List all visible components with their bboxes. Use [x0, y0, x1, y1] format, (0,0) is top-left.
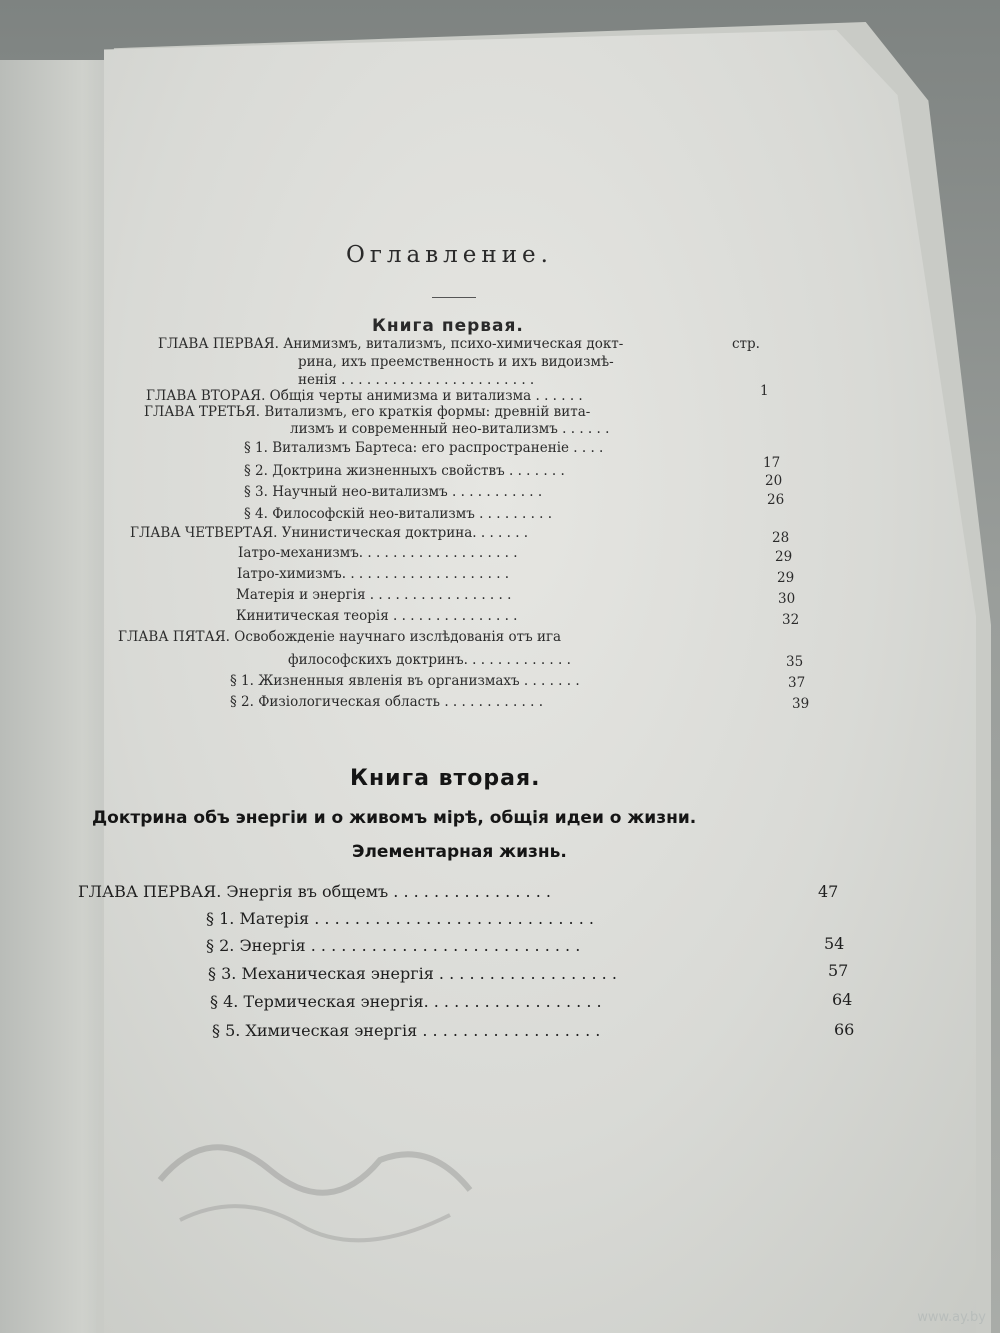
toc-line: ГЛАВА ПЕРВАЯ. Энергія въ общемъ . . . . . . . . . . . . . . . .	[78, 882, 551, 901]
book1-title: Книга первая.	[372, 316, 524, 336]
toc-line: § 1. Матерія . . . . . . . . . . . . . . . . . . . . . . . . . . . .	[206, 909, 594, 928]
toc-line: § 2. Энергія . . . . . . . . . . . . . . . . . . . . . . . . . . .	[206, 936, 581, 955]
toc-line: лизмъ и современный нео-витализмъ . . . . . .	[290, 421, 610, 437]
toc-line: ГЛАВА ВТОРАЯ. Общія черты анимизма и витализма . . . . . .	[146, 388, 583, 404]
toc-page-number: 39	[792, 696, 810, 712]
toc-line: § 4. Термическая энергія. . . . . . . . . . . . . . . . . .	[210, 992, 602, 1011]
toc-line: Кинитическая теорія . . . . . . . . . . . . . . .	[236, 608, 518, 624]
title-divider	[432, 297, 476, 298]
toc-line: ГЛАВА ЧЕТВЕРТАЯ. Унинистическая доктрина. . . . . . .	[130, 525, 529, 541]
toc-line: § 1. Жизненныя явленія въ организмахъ . . . . . . .	[230, 673, 580, 689]
toc-page-number: 28	[772, 530, 790, 546]
toc-page-number: 47	[818, 882, 839, 901]
toc-line: § 3. Механическая энергія . . . . . . . . . . . . . . . . . .	[208, 964, 617, 983]
book2-title: Книга вторая.	[350, 766, 541, 791]
toc-line: § 1. Витализмъ Бартеса: его распространеніе . . . .	[244, 440, 604, 456]
toc-line: § 5. Химическая энергія . . . . . . . . . . . . . . . . . .	[212, 1021, 601, 1040]
toc-line: § 4. Философскій нео-витализмъ . . . . . . . . .	[244, 506, 553, 522]
toc-page-number: 64	[832, 990, 853, 1009]
page-column-label: стр.	[732, 336, 760, 352]
toc-line: философскихъ доктринъ. . . . . . . . . . . . .	[288, 652, 571, 668]
toc-line: Іатро-механизмъ. . . . . . . . . . . . . . . . . . .	[238, 545, 518, 561]
toc-page-number: 29	[777, 570, 795, 586]
toc-page-number: 57	[828, 961, 849, 980]
toc-line: Іатро-химизмъ. . . . . . . . . . . . . . . . . . . .	[237, 566, 510, 582]
toc-line: рина, ихъ преемственность и ихъ видоизмѣ-	[298, 354, 614, 370]
toc-line: Матерія и энергія . . . . . . . . . . . . . . . . .	[236, 587, 512, 603]
toc-line: ненія . . . . . . . . . . . . . . . . . . . . . . .	[298, 372, 535, 388]
toc-page-number: 32	[782, 612, 800, 628]
toc-page-number: 20	[765, 473, 783, 489]
toc-page-number: 66	[834, 1020, 855, 1039]
toc-line: § 2. Физіологическая область . . . . . . . . . . . .	[230, 694, 544, 710]
toc-line: § 3. Научный нео-витализмъ . . . . . . . . . . .	[244, 484, 543, 500]
toc-page-number: 37	[788, 675, 806, 691]
toc-line: § 2. Доктрина жизненныхъ свойствъ . . . . . . .	[244, 463, 565, 479]
toc-line: ГЛАВА ПЯТАЯ. Освобожденіе научнаго изслѣдованія отъ ига	[118, 629, 562, 645]
toc-page-number: 54	[824, 934, 845, 953]
toc-line: ГЛАВА ТРЕТЬЯ. Витализмъ, его краткія формы: древній вита-	[144, 404, 591, 420]
toc-page-number: 29	[775, 549, 793, 565]
toc-page-number: 1	[760, 383, 769, 399]
toc-title: Оглавление.	[346, 242, 553, 268]
toc-line: ГЛАВА ПЕРВАЯ. Анимизмъ, витализмъ, психо-химическая докт-	[158, 336, 624, 352]
book2-subtitle: Доктрина объ энергіи и о живомъ мірѣ, общія идеи о жизни.	[92, 808, 697, 828]
watermark: www.ay.by	[917, 1310, 986, 1325]
toc-page-number: 26	[767, 492, 785, 508]
toc-page-number: 35	[786, 654, 804, 670]
book2-subtitle-2: Элементарная жизнь.	[352, 842, 567, 862]
toc-page-number: 30	[778, 591, 796, 607]
toc-page-number: 17	[763, 455, 781, 471]
